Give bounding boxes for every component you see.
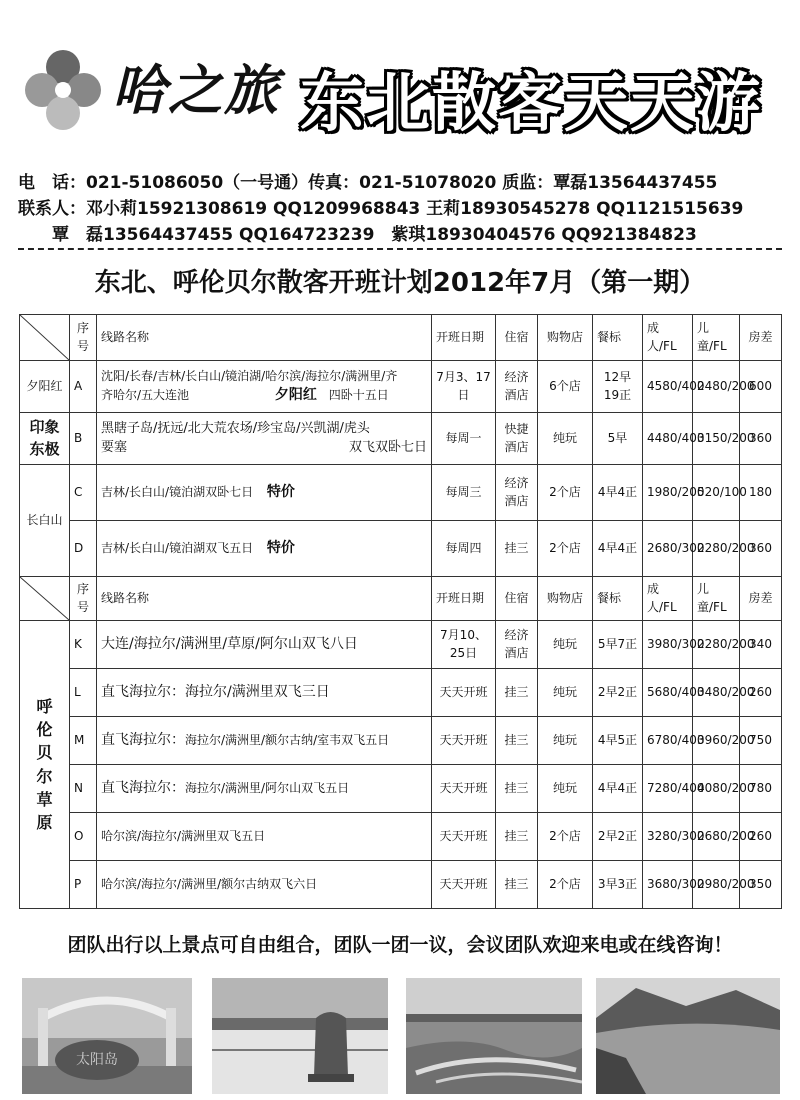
route-text: 沈阳/长春/吉林/长白山/镜泊湖/哈尔滨/海拉尔/满洲里/齐 bbox=[101, 368, 398, 383]
col-route-header: 线路名称 bbox=[97, 577, 432, 621]
photo-grassland-river bbox=[406, 978, 582, 1094]
col-child-header: 儿童/FL bbox=[693, 315, 740, 361]
shop-cell: 2个店 bbox=[538, 465, 593, 521]
route-cell bbox=[97, 717, 432, 765]
child-price-cell: 2480/200 bbox=[693, 361, 740, 413]
seq-cell: M bbox=[70, 717, 97, 765]
meal-cell: 3早3正 bbox=[593, 861, 643, 909]
date-cell: 天天开班 bbox=[432, 765, 496, 813]
route-cell: 哈尔滨/海拉尔/满洲里/额尔古纳双飞六日 bbox=[97, 861, 432, 909]
route-text-cont: 齐哈尔/五大连池 bbox=[101, 388, 190, 403]
route-prefix: 直飞海拉尔： bbox=[101, 732, 185, 749]
table-row bbox=[20, 465, 782, 521]
route-text-2 bbox=[101, 439, 427, 458]
room-diff-cell: 340 bbox=[740, 621, 782, 669]
seq-cell: N bbox=[70, 765, 97, 813]
region-vertical-text bbox=[24, 695, 65, 834]
photo-stone-monument bbox=[212, 978, 388, 1094]
seq-cell: C bbox=[70, 465, 97, 521]
route-cell: 哈尔滨/海拉尔/满洲里双飞五日 bbox=[97, 813, 432, 861]
child-price-cell: 2280/200 bbox=[693, 621, 740, 669]
photo-heaven-lake bbox=[596, 978, 780, 1094]
room-diff-cell: 780 bbox=[740, 765, 782, 813]
hotel-cell: 挂三 bbox=[496, 521, 538, 577]
col-hotel-header: 住宿 bbox=[496, 315, 538, 361]
room-diff-cell: 260 bbox=[740, 813, 782, 861]
route-text: 黑瞎子岛/抚远/北大荒农场/珍宝岛/兴凯湖/虎头 bbox=[101, 420, 370, 436]
contact-people-line-2: 覃 磊13564437455 QQ164723239 紫琪18930404576 QQ921384823 bbox=[18, 225, 697, 245]
meal-cell: 2早2正 bbox=[593, 669, 643, 717]
region-label: 印象东极 bbox=[20, 413, 70, 465]
col-seq-header: 序号 bbox=[70, 577, 97, 621]
room-diff-cell: 360 bbox=[740, 521, 782, 577]
region-char: 贝 bbox=[36, 743, 53, 763]
table-row bbox=[20, 521, 782, 577]
child-price-cell: 520/100 bbox=[693, 465, 740, 521]
col-diff-header: 房差 bbox=[740, 577, 782, 621]
col-child-header: 儿童/FL bbox=[693, 577, 740, 621]
date-cell: 天天开班 bbox=[432, 861, 496, 909]
hotel-cell: 经济酒店 bbox=[496, 465, 538, 521]
table-row bbox=[20, 669, 782, 717]
hotel-cell: 经济酒店 bbox=[496, 621, 538, 669]
room-diff-cell: 350 bbox=[740, 861, 782, 909]
col-shop-header: 购物店 bbox=[538, 577, 593, 621]
meal-cell: 12早19正 bbox=[593, 361, 643, 413]
region-char: 草 bbox=[36, 789, 53, 809]
route-text: 吉林/长白山/镜泊湖双卧七日 bbox=[101, 485, 254, 500]
region-label: 夕阳红 bbox=[20, 361, 70, 413]
date-cell: 天天开班 bbox=[432, 669, 496, 717]
adult-price-cell: 6780/400 bbox=[643, 717, 693, 765]
col-adult-header: 成人/FL bbox=[643, 315, 693, 361]
table-row bbox=[20, 813, 782, 861]
col-diff-header: 房差 bbox=[740, 315, 782, 361]
page-title: 东北散客天天游 bbox=[300, 67, 762, 141]
hotel-cell: 挂三 bbox=[496, 861, 538, 909]
table-row bbox=[20, 765, 782, 813]
seq-cell: A bbox=[70, 361, 97, 413]
route-tag-note: 四卧十五日 bbox=[328, 388, 389, 403]
route-note: 双飞双卧七日 bbox=[348, 439, 427, 455]
route-text: 吉林/长白山/镜泊湖双飞五日 bbox=[101, 541, 254, 556]
col-meal-header: 餐标 bbox=[593, 577, 643, 621]
room-diff-cell: 360 bbox=[740, 413, 782, 465]
route-tag: 夕阳红 bbox=[274, 387, 317, 404]
child-price-cell: 3960/200 bbox=[693, 717, 740, 765]
region-char: 呼 bbox=[36, 696, 53, 716]
shop-cell: 纯玩 bbox=[538, 621, 593, 669]
route-text: 海拉尔/满洲里/额尔古纳/室韦双飞五日 bbox=[185, 733, 390, 748]
table-row bbox=[20, 861, 782, 909]
header bbox=[0, 0, 800, 160]
route-cell: 直飞海拉尔：海拉尔/满洲里双飞三日 bbox=[97, 669, 432, 717]
route-text: 海拉尔/满洲里/阿尔山双飞五日 bbox=[185, 781, 350, 796]
date-cell: 每周一 bbox=[432, 413, 496, 465]
region-label-vertical bbox=[20, 621, 70, 909]
slogan: 团队出行以上景点可自由组合，团队一团一议，会议团队欢迎来电或在线咨询！ bbox=[67, 934, 733, 956]
col-seq-header: 序号 bbox=[70, 315, 97, 361]
diagonal-corner-cell bbox=[20, 315, 70, 361]
meal-cell: 4早4正 bbox=[593, 765, 643, 813]
region-char: 尔 bbox=[36, 766, 53, 786]
hotel-cell: 经济酒店 bbox=[496, 361, 538, 413]
meal-cell: 4早4正 bbox=[593, 521, 643, 577]
hotel-cell: 挂三 bbox=[496, 813, 538, 861]
shop-cell: 纯玩 bbox=[538, 765, 593, 813]
adult-price-cell: 1980/200 bbox=[643, 465, 693, 521]
special-price-tag: 特价 bbox=[266, 484, 295, 501]
adult-price-cell: 4580/400 bbox=[643, 361, 693, 413]
col-date-header: 开班日期 bbox=[432, 577, 496, 621]
adult-price-cell: 3280/300 bbox=[643, 813, 693, 861]
shop-cell: 纯玩 bbox=[538, 413, 593, 465]
photo-caption: 太阳岛 bbox=[76, 1052, 118, 1068]
route-cell bbox=[97, 765, 432, 813]
meal-cell: 5早7正 bbox=[593, 621, 643, 669]
seq-cell: K bbox=[70, 621, 97, 669]
shop-cell: 6个店 bbox=[538, 361, 593, 413]
brand-name: 哈之旅 bbox=[112, 58, 280, 122]
route-cell bbox=[97, 465, 432, 521]
shop-cell: 2个店 bbox=[538, 813, 593, 861]
meal-cell: 5早 bbox=[593, 413, 643, 465]
table-header-row bbox=[20, 315, 782, 361]
region-char: 伦 bbox=[36, 720, 53, 740]
col-adult-header: 成人/FL bbox=[643, 577, 693, 621]
route-text-2 bbox=[101, 385, 427, 405]
table-row bbox=[20, 621, 782, 669]
room-diff-cell: 260 bbox=[740, 669, 782, 717]
contact-people-line: 联系人：邓小莉15921308619 QQ1209968843 王莉18930545278 QQ1121515639 bbox=[18, 199, 744, 219]
col-hotel-header: 住宿 bbox=[496, 577, 538, 621]
seq-cell: P bbox=[70, 861, 97, 909]
adult-price-cell: 2680/300 bbox=[643, 521, 693, 577]
dashed-divider bbox=[18, 248, 782, 250]
shop-cell: 2个店 bbox=[538, 521, 593, 577]
route-cell bbox=[97, 413, 432, 465]
child-price-cell: 2280/200 bbox=[693, 521, 740, 577]
col-route-header: 线路名称 bbox=[97, 315, 432, 361]
route-cell bbox=[97, 361, 432, 413]
region-label: 长白山 bbox=[20, 465, 70, 577]
region-char: 原 bbox=[36, 812, 53, 832]
special-price-tag: 特价 bbox=[266, 540, 295, 557]
room-diff-cell: 180 bbox=[740, 465, 782, 521]
meal-cell: 4早4正 bbox=[593, 465, 643, 521]
adult-price-cell: 4480/400 bbox=[643, 413, 693, 465]
child-price-cell: 2680/200 bbox=[693, 813, 740, 861]
hotel-cell: 快捷酒店 bbox=[496, 413, 538, 465]
date-cell: 每周四 bbox=[432, 521, 496, 577]
child-price-cell: 4080/200 bbox=[693, 765, 740, 813]
date-cell: 7月3、17日 bbox=[432, 361, 496, 413]
shop-cell: 纯玩 bbox=[538, 669, 593, 717]
room-diff-cell: 750 bbox=[740, 717, 782, 765]
plan-title: 东北、呼伦贝尔散客开班计划2012年7月（第一期） bbox=[94, 268, 706, 298]
schedule-table bbox=[19, 314, 782, 909]
seq-cell: D bbox=[70, 521, 97, 577]
child-price-cell: 2980/200 bbox=[693, 861, 740, 909]
seq-cell: B bbox=[70, 413, 97, 465]
seq-cell: L bbox=[70, 669, 97, 717]
date-cell: 天天开班 bbox=[432, 717, 496, 765]
adult-price-cell: 5680/400 bbox=[643, 669, 693, 717]
table-header-row bbox=[20, 577, 782, 621]
route-cell: 大连/海拉尔/满洲里/草原/阿尔山双飞八日 bbox=[97, 621, 432, 669]
date-cell: 天天开班 bbox=[432, 813, 496, 861]
hotel-cell: 挂三 bbox=[496, 717, 538, 765]
meal-cell: 2早2正 bbox=[593, 813, 643, 861]
route-prefix: 直飞海拉尔： bbox=[101, 780, 185, 797]
col-meal-header: 餐标 bbox=[593, 315, 643, 361]
clover-logo-icon bbox=[22, 45, 104, 135]
adult-price-cell: 3980/300 bbox=[643, 621, 693, 669]
col-date-header: 开班日期 bbox=[432, 315, 496, 361]
adult-price-cell: 3680/300 bbox=[643, 861, 693, 909]
adult-price-cell: 7280/400 bbox=[643, 765, 693, 813]
col-shop-header: 购物店 bbox=[538, 315, 593, 361]
shop-cell: 2个店 bbox=[538, 861, 593, 909]
child-price-cell: 3480/200 bbox=[693, 669, 740, 717]
date-cell: 7月10、25日 bbox=[432, 621, 496, 669]
date-cell: 每周三 bbox=[432, 465, 496, 521]
meal-cell: 4早5正 bbox=[593, 717, 643, 765]
photo-sun-island bbox=[22, 978, 192, 1094]
seq-cell: O bbox=[70, 813, 97, 861]
table-row bbox=[20, 413, 782, 465]
table-row bbox=[20, 717, 782, 765]
diagonal-corner-cell bbox=[20, 577, 70, 621]
route-cell bbox=[97, 521, 432, 577]
hotel-cell: 挂三 bbox=[496, 765, 538, 813]
hotel-cell: 挂三 bbox=[496, 669, 538, 717]
table-row bbox=[20, 361, 782, 413]
shop-cell: 纯玩 bbox=[538, 717, 593, 765]
contact-phone-line: 电 话：021-51086050（一号通）传真：021-51078020 质监：覃磊13564437455 bbox=[18, 173, 718, 193]
route-text-cont: 要塞 bbox=[101, 439, 128, 455]
child-price-cell: 3150/200 bbox=[693, 413, 740, 465]
room-diff-cell: 600 bbox=[740, 361, 782, 413]
